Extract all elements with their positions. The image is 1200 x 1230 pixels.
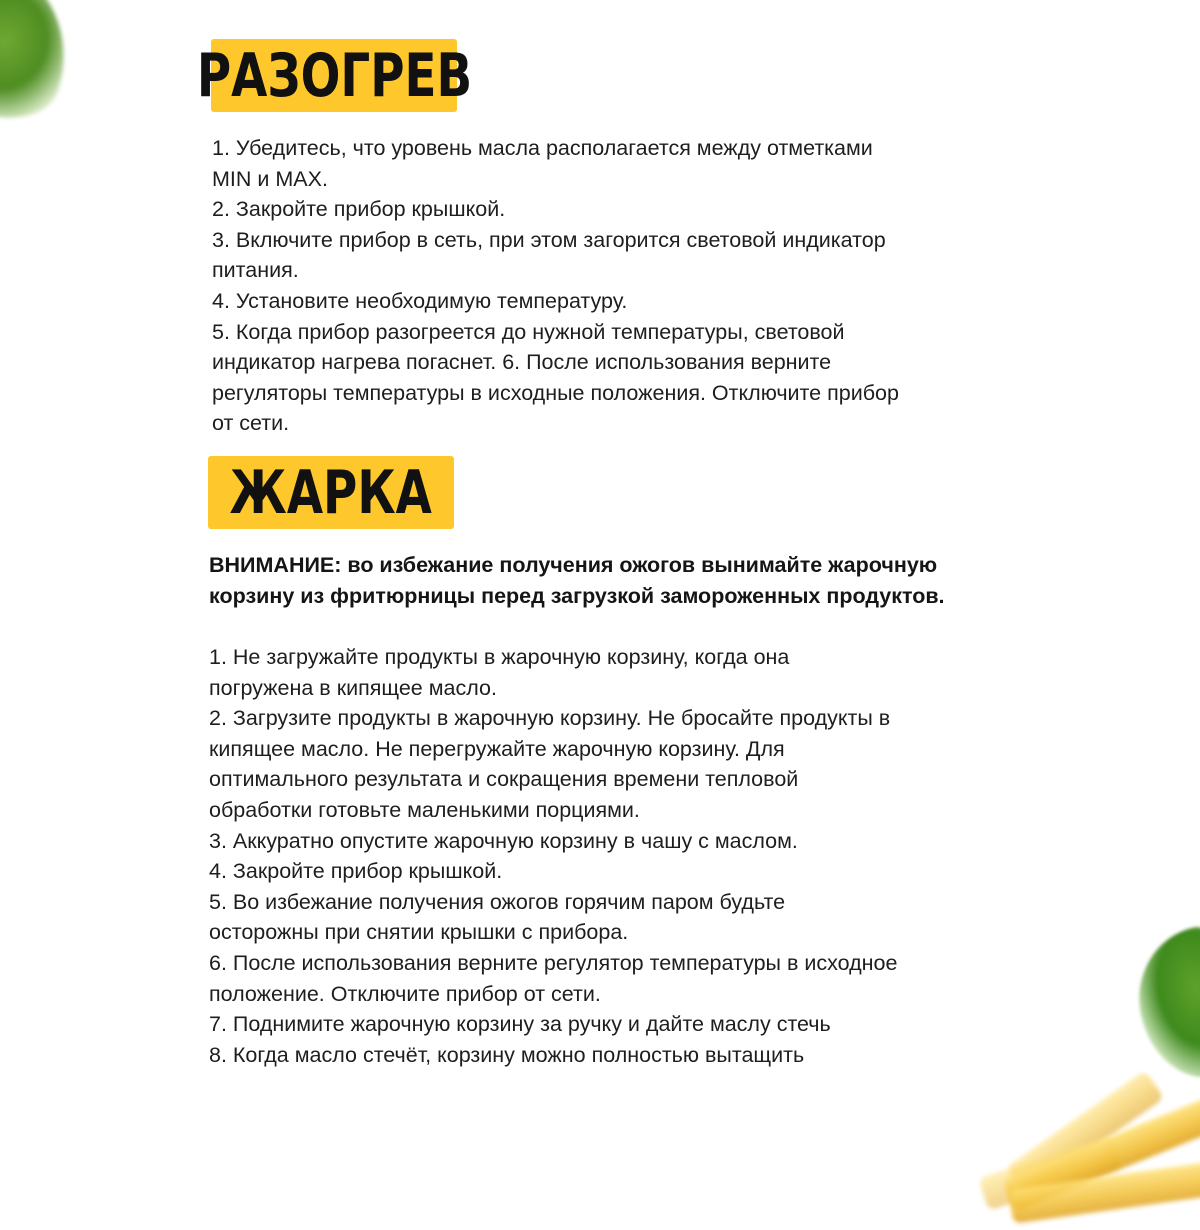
preheat-line: MIN и MAX. [212, 166, 328, 191]
preheat-line: регуляторы температуры в исходные положения. Отключите прибор [212, 380, 899, 405]
frying-line: 5. Во избежание получения ожогов горячим паром будьте [209, 889, 786, 914]
preheat-line: от сети. [212, 411, 290, 436]
frying-title: ЖАРКА [229, 457, 433, 528]
frying-line: оптимального результата и сокращения времени тепловой [209, 767, 799, 792]
preheat-line: 1. Убедитесь, что уровень масла располагается между отметками [212, 136, 873, 160]
frying-line: положение. Отключите прибор от сети. [209, 981, 601, 1006]
preheat-instructions [212, 133, 982, 439]
preheat-line: индикатор нагрева погаснет. 6. После использования верните [212, 350, 832, 375]
frying-warning [209, 550, 1009, 611]
frying-line: 7. Поднимите жарочную корзину за ручку и дайте маслу стечь [209, 1012, 831, 1037]
frying-line: 6. После использования верните регулятор температуры в исходное [209, 950, 898, 975]
frying-line: 4. Закройте прибор крышкой. [209, 859, 503, 884]
frying-line: 2. Загрузите продукты в жарочную корзину. Не бросайте продукты в [209, 706, 891, 731]
frying-section-badge [208, 456, 454, 529]
preheat-line: 4. Установите необходимую температуру. [212, 288, 628, 313]
frying-instructions [209, 642, 1009, 1070]
french-fries-image [940, 1080, 1200, 1230]
preheat-line: 3. Включите прибор в сеть, при этом загорится световой индикатор [212, 227, 886, 252]
preheat-line: 5. Когда прибор разогреется до нужной температуры, световой [212, 319, 845, 344]
preheat-title: РАЗОГРЕВ [196, 40, 472, 111]
frying-line: погружена в кипящее масло. [209, 675, 497, 700]
frying-line: 1. Не загружайте продукты в жарочную корзину, когда она [209, 645, 790, 669]
frying-line: обработки готовьте маленькими порциями. [209, 797, 640, 822]
preheat-line: питания. [212, 258, 299, 283]
frying-line: 3. Аккуратно опустите жарочную корзину в чашу с маслом. [209, 828, 798, 853]
frying-line: 8. Когда масло стечёт, корзину можно полностью вытащить [209, 1042, 805, 1067]
basil-leaf-image-bottom-right [1125, 921, 1200, 1089]
basil-leaf-image-top-left [0, 0, 90, 133]
preheat-line: 2. Закройте прибор крышкой. [212, 197, 506, 222]
frying-line: кипящее масло. Не перегружайте жарочную корзину. Для [209, 736, 785, 761]
warning-line: корзину из фритюрницы перед загрузкой замороженных продуктов. [209, 583, 945, 608]
warning-line: ВНИМАНИЕ: во избежание получения ожогов вынимайте жарочную [209, 553, 938, 577]
frying-line: осторожны при снятии крышки с прибора. [209, 920, 629, 945]
preheat-section-badge [196, 39, 472, 112]
